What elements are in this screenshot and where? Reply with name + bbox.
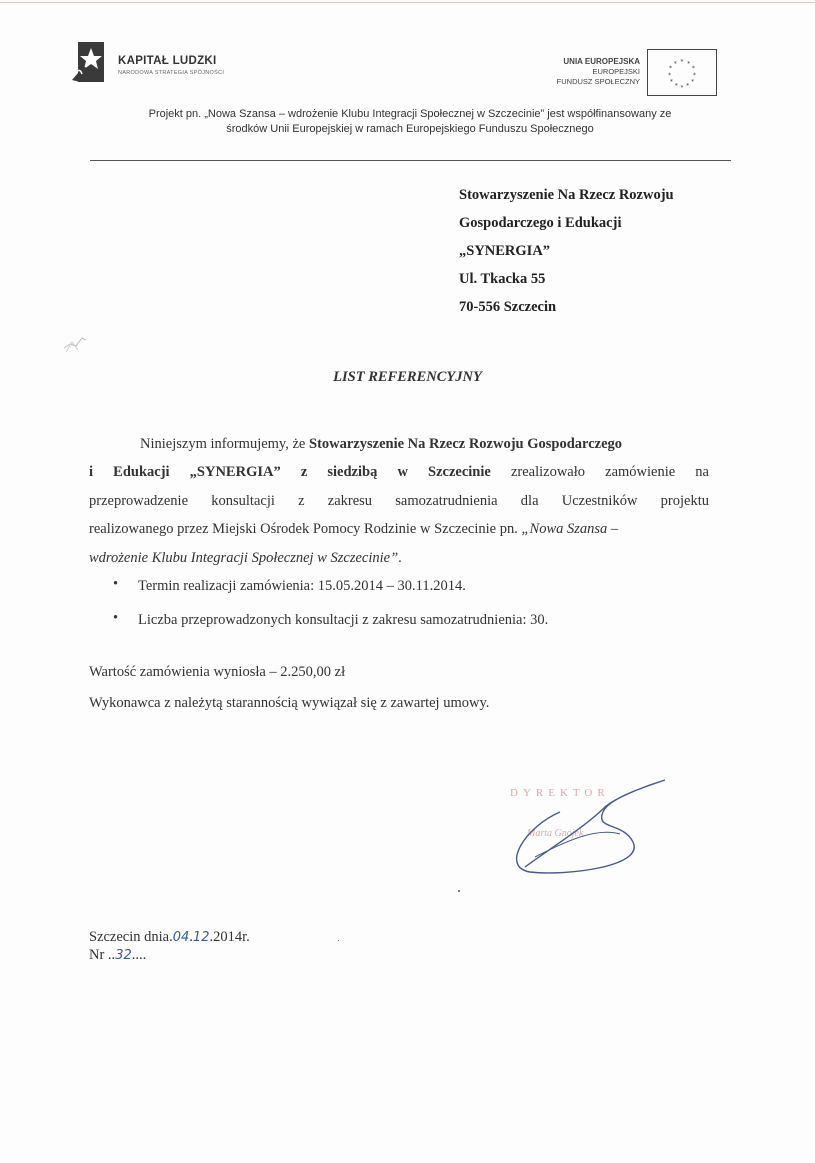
- body-line-2: [89, 464, 709, 481]
- svg-text:*: *: [670, 79, 673, 86]
- svg-text:*: *: [668, 72, 671, 79]
- body-bold-text: Stowarzyszenie Na Rzecz Rozwoju Gospodarczego: [309, 436, 623, 452]
- body-text: zrealizowało zamówienie na: [490, 464, 709, 480]
- body-italic-text: „Nowa Szansa –: [521, 521, 619, 537]
- number-suffix: ....: [131, 947, 147, 963]
- svg-text:*: *: [673, 61, 677, 68]
- eu-flag-icon: [647, 49, 717, 96]
- eu-line-1: UNIA EUROPEJSKA: [563, 57, 640, 66]
- letter-heading: LIST REFERENCYJNY: [333, 369, 482, 385]
- bullet-icon: •: [113, 576, 119, 592]
- stamp-name: Marta Gnojek: [527, 828, 584, 839]
- date-prefix: Szczecin dnia.: [89, 929, 173, 945]
- top-edge-line: [0, 2, 815, 3]
- svg-text:*: *: [680, 59, 684, 66]
- number-value: 32: [115, 948, 132, 963]
- body-italic-text: wdrożenie Klubu Integracji Społecznej w Szczecinie”: [89, 550, 399, 566]
- svg-text:*: *: [686, 83, 690, 90]
- body-text: Niniejszym informujemy, że: [140, 436, 309, 452]
- scan-dot: [458, 890, 460, 892]
- svg-text:*: *: [687, 61, 691, 68]
- recipient-line-1: Stowarzyszenie Na Rzecz Rozwoju: [459, 187, 674, 203]
- recipient-line-3: „SYNERGIA”: [459, 243, 551, 259]
- bullet-item-1: Termin realizacji zamówienia: 15.05.2014 – 30.11.2014.: [138, 578, 466, 594]
- body-line-3: przeprowadzenie konsultacji z zakresu samozatrudnienia dla Uczestników projektu: [89, 493, 709, 509]
- svg-text:*: *: [669, 66, 672, 73]
- date-day: 04: [172, 930, 190, 945]
- date-month: 12: [192, 930, 210, 945]
- svg-text:*: *: [693, 72, 696, 79]
- order-value: Wartość zamówienia wyniosła – 2.250,00 zł: [89, 664, 346, 680]
- scan-smudge: [60, 330, 90, 355]
- body-line-5: [89, 550, 709, 567]
- body-text: realizowanego przez Miejski Ośrodek Pomocy Rodzinie w Szczecinie pn.: [89, 521, 522, 537]
- eu-label: [557, 57, 640, 87]
- recipient-line-2: Gospodarczego i Edukacji: [459, 215, 622, 231]
- kapital-ludzki-logo-icon: [70, 40, 106, 84]
- svg-text:*: *: [680, 85, 684, 92]
- svg-text:*: *: [674, 83, 678, 90]
- body-line-1: [140, 436, 709, 453]
- director-stamp-signature: [505, 772, 680, 882]
- number-line: [89, 947, 146, 964]
- date-year: .2014r.: [209, 929, 250, 945]
- bullet-item-2: Liczba przeprowadzonych konsultacji z zakresu samozatrudnienia: 30.: [138, 612, 549, 628]
- scan-dot: [338, 940, 339, 941]
- recipient-line-4: Ul. Tkacka 55: [459, 271, 546, 287]
- header-divider: [90, 160, 731, 161]
- body-line-4: [89, 521, 709, 538]
- project-line-1: Projekt pn. „Nowa Szansa – wdrożenie Klubu Integracji Społecznej w Szczecinie” jest współfinansowany ze: [148, 108, 672, 120]
- number-prefix: Nr ..: [89, 947, 116, 963]
- stamp-title: DYREKTOR: [510, 787, 610, 799]
- date-line: Szczecin dnia.04.12.2014r.: [89, 929, 250, 945]
- eu-line-2: EUROPEJSKI: [592, 67, 640, 76]
- bullet-icon: •: [113, 610, 119, 626]
- recipient-line-5: 70-556 Szczecin: [459, 299, 557, 315]
- body-bold-text: i Edukacji „SYNERGIA” z siedzibą w Szczecinie: [89, 464, 491, 480]
- kapital-ludzki-title: KAPITAŁ LUDZKI: [118, 55, 217, 67]
- svg-text:*: *: [692, 66, 695, 73]
- closing-statement: Wykonawca z należytą starannością wywiązał się z zawartej umowy.: [89, 695, 490, 711]
- svg-text:*: *: [691, 79, 694, 86]
- body-text: .: [398, 550, 402, 566]
- project-line-2: środków Unii Europejskiej w ramach Europejskiego Funduszu Społecznego: [226, 123, 594, 135]
- eu-line-3: FUNDUSZ SPOŁECZNY: [556, 77, 640, 86]
- kapital-ludzki-subtitle: NARODOWA STRATEGIA SPÓJNOŚCI: [118, 70, 225, 76]
